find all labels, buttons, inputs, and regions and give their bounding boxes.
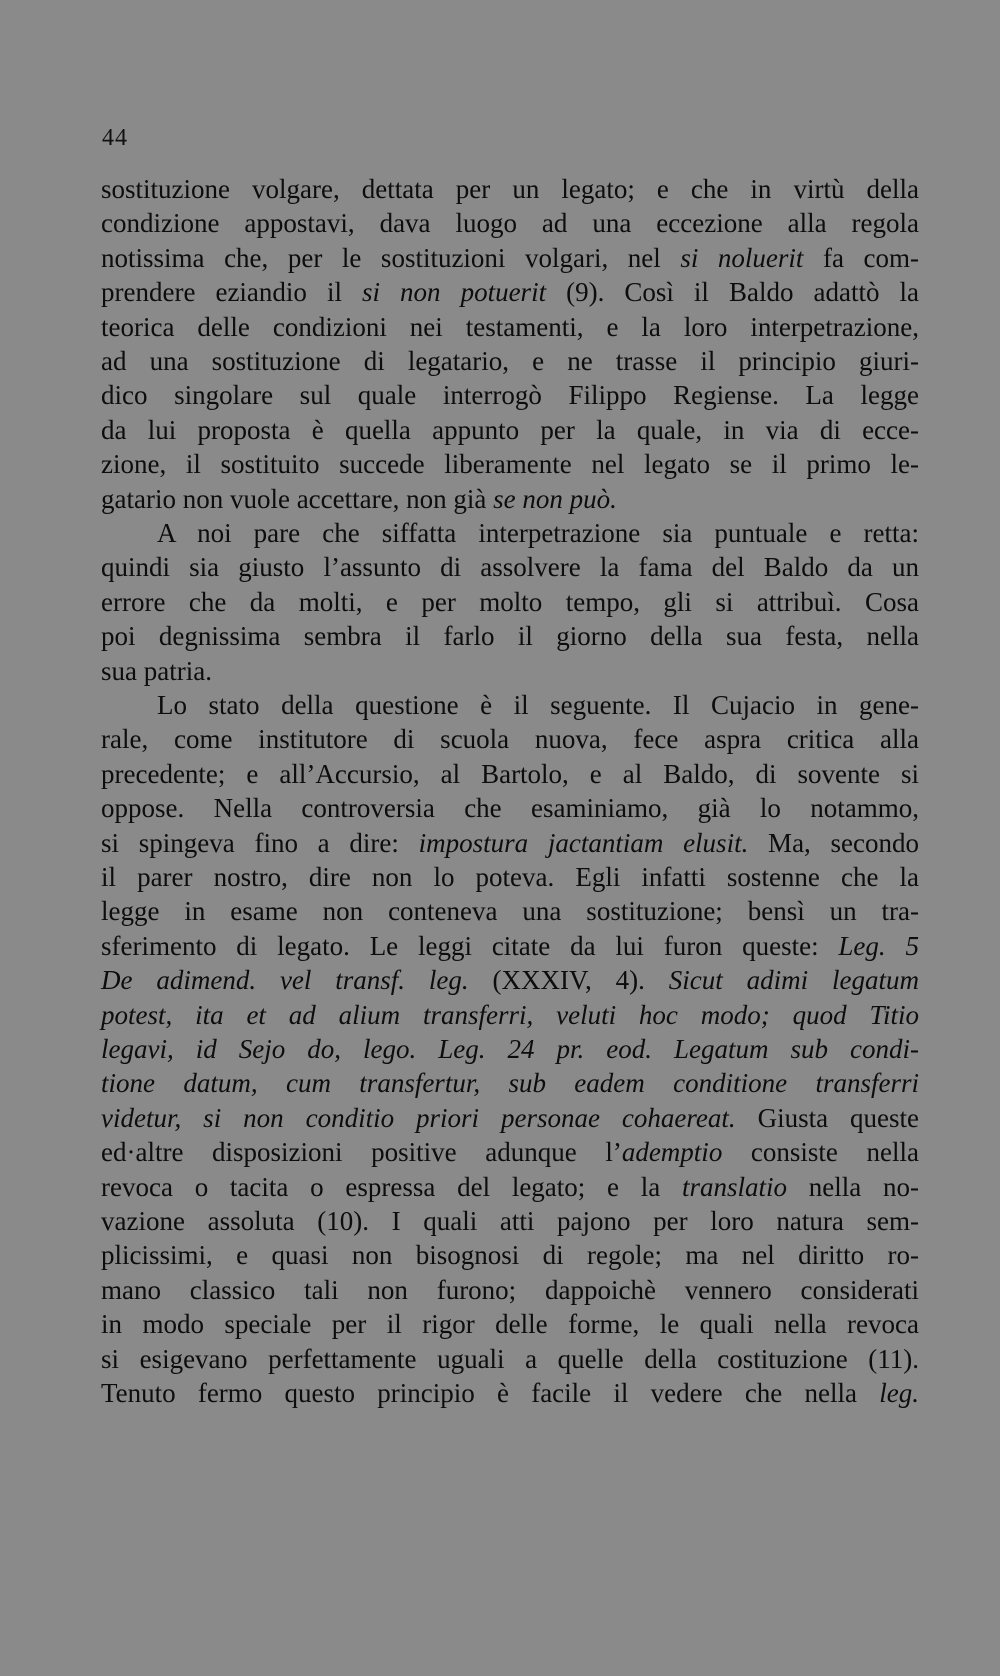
text-run: (9). Così il Baldo adattò la [546,277,919,308]
text-line [157,687,919,724]
text-run: notissima che, per le sostituzioni volgari, nel [101,242,681,273]
text-run: gatario non vuole accettare, non già [101,483,494,514]
italic-text: potest, ita et ad alium transferri, veluti hoc modo; quod Titio [101,999,919,1030]
text-run: plicissimi, e quasi non bisognosi di regole; ma nel diritto ro- [101,1240,919,1271]
text-line [101,928,919,965]
italic-text: tione datum, cum transfertur, sub eadem conditione transferri [101,1068,919,1099]
text-line [101,962,919,999]
text-line [101,343,919,380]
text-line [101,205,919,242]
text-run: quindi sia giusto l’assunto di assolvere la fama del Baldo da un [101,552,919,583]
text-line [101,859,919,896]
text-line [101,790,919,827]
text-line [101,893,919,930]
italic-text: Sicut adimi legatum [668,965,919,996]
italic-text: legavi, id Sejo do, lego. Leg. 24 pr. eod. Legatum sub condi- [101,1034,919,1064]
text-line [101,1031,919,1068]
text-run: Lo stato della questione è il seguente. Il Cujacio in gene- [157,690,919,720]
text-run: rale, come institutore di scuola nuova, fece aspra critica alla [101,724,919,755]
text-line [101,481,919,518]
text-run: nella no- [787,1171,920,1202]
text-line [101,1306,919,1343]
text-line [101,1065,919,1102]
text-line [101,1169,919,1206]
italic-text: Leg. 5 [838,930,919,961]
text-run: (XXXIV, 4). [468,965,669,996]
text-run: sferimento di legato. Le leggi citate da lui furon queste: [101,930,839,961]
text-line [101,549,919,586]
text-run: in modo speciale per il rigor delle forme, le quali nella revoca [101,1309,919,1340]
text-line [101,1100,919,1137]
text-run: precedente; e all’Accursio, al Bartolo, e al Baldo, di sovente si [101,758,919,789]
text-run: mano classico tali non furono; dappoichè vennero considerati [101,1274,919,1305]
text-run: sostituzione volgare, dettata per un legato; e che in virtù della [101,174,919,204]
text-run: Ma, secondo [748,827,920,858]
text-line [101,584,919,621]
text-line [157,515,919,552]
text-line [101,1203,919,1240]
text-run: errore che da molti, e per molto tempo, gli si attribuì. Cosa [101,586,919,617]
italic-text: si non potuerit [362,277,547,308]
text-line [101,377,919,414]
text-line [101,721,919,758]
italic-text: leg. [879,1378,919,1408]
text-run: oppose. Nella controversia che esaminiamo, già lo notammo, [101,793,919,824]
text-run: ed·altre disposizioni positive adunque l’ [101,1137,622,1168]
text-line [101,653,919,690]
text-run: ad una sostituzione di legatario, e ne trasse il principio giuri- [101,346,919,376]
text-run: il parer nostro, dire non lo poteva. Egli infatti sostenne che la [101,862,919,892]
page-number: 44 [102,125,128,151]
italic-text: ademptio [621,1137,723,1168]
text-line [101,1341,919,1378]
text-run: si esigevano perfettamente uguali a quelle della costituzione (11). [101,1343,919,1374]
text-run: poi degnissima sembra il farlo il giorno della sua festa, nella [101,621,919,652]
italic-text: impostura jactantiam elusit. [418,827,749,858]
text-line [101,309,919,346]
text-line [101,756,919,793]
text-run: sua patria. [101,655,212,686]
text-run: legge in esame non conteneva una sostituzione; bensì un tra- [101,896,919,927]
italic-text: De adimend. vel transf. leg. [101,965,469,996]
text-line [101,1272,919,1309]
text-run: fa com- [803,242,919,273]
text-line [101,825,919,862]
text-run: revoca o tacita o espressa del legato; e la [101,1171,683,1202]
text-run: zione, il sostituito succede liberamente nel legato se il primo le- [101,449,919,480]
text-run: condizione appostavi, dava luogo ad una eccezione alla regola [101,208,919,239]
text-run: dico singolare sul quale interrogò Filippo Regiense. La legge [101,380,919,411]
italic-text: si noluerit [680,242,804,273]
text-run: da lui proposta è quella appunto per la quale, in via di ecce- [101,414,919,445]
text-line [101,240,919,277]
text-line [101,171,919,208]
text-run: Tenuto fermo questo principio è facile il vedere che nella [101,1378,880,1408]
text-run: prendere eziandio il [101,277,362,308]
italic-text: translatio [682,1171,788,1202]
text-line [101,1134,919,1171]
text-run: vazione assoluta (10). I quali atti pajono per loro natura sem- [101,1206,919,1236]
italic-text: videtur, si non conditio priori personae cohaereat. [101,1102,736,1133]
text-line [101,412,919,449]
text-run: si spingeva fino a dire: [101,827,419,858]
text-line [101,1375,919,1412]
text-line [101,274,919,311]
text-run: A noi pare che siffatta interpetrazione sia puntuale e retta: [157,518,919,548]
text-run: teorica delle condizioni nei testamenti, e la loro interpetrazione, [101,311,919,342]
text-run: Giusta queste [735,1102,919,1133]
text-run: consiste nella [722,1137,919,1168]
text-line [101,446,919,483]
text-line [101,997,919,1034]
text-line [101,1237,919,1274]
text-line [101,618,919,655]
italic-text: se non può. [493,483,617,514]
